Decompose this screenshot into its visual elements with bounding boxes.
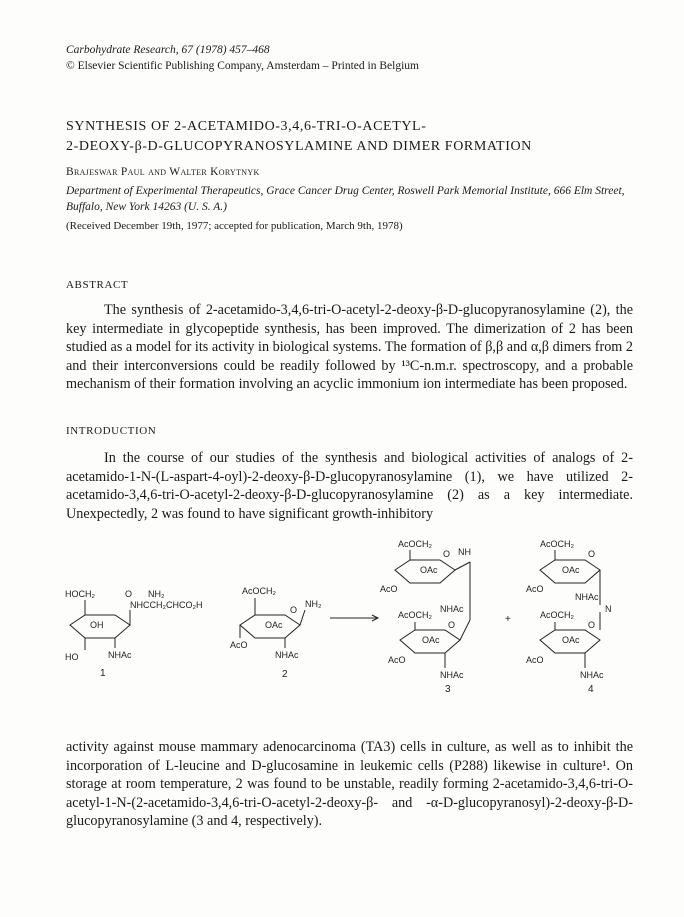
c3-oac-top: OAc <box>420 565 438 575</box>
c1-o-top: O <box>125 589 133 599</box>
compound-2-structure <box>230 586 322 680</box>
plus-sign: + <box>505 614 511 625</box>
c3-nhac-bottom: NHAc <box>440 670 464 680</box>
c2-nhac: NHAc <box>275 650 299 660</box>
c4-nhac-bottom: NHAc <box>580 670 604 680</box>
compound-2-label: 2 <box>282 669 288 680</box>
c2-acoch2: AcOCH₂ <box>242 586 276 596</box>
c2-o: O <box>290 605 298 615</box>
introduction-text: In the course of our studies of the synthesis and biological activities of analogs of 2-acetamido-1-N-(L-aspart-4-oyl)-2-deoxy-β-D-glucopyranosylamine (1), we have utilized 2-acetamido-3,4,6-tri-O-acetyl-2-deoxy-β-D-glucopyranosylamine (2) as a key intermediate. Unexpectedly, 2 was found to have significant growth-inhibitory <box>66 450 633 522</box>
c1-oh: OH <box>90 620 104 630</box>
received-dates: (Received December 19th, 1977; accepted for publication, March 9th, 1978) <box>66 220 403 232</box>
abstract-text: The synthesis of 2-acetamido-3,4,6-tri-O-acetyl-2-deoxy-β-D-glucopyranosylamine (2), the key intermediate in glycopeptide synthesis, has been improved. The dimerization of 2 has been studied as a model for its activity in biological systems. The formation of β,β and α,β dimers from 2 and their interconversions could be readily followed by ¹³C-n.m.r. spectroscopy, and a probable mechanism of their formation involving an acyclic immonium ion intermediate has been proposed. <box>66 302 633 392</box>
abstract-heading: ABSTRACT <box>66 279 129 291</box>
reaction-scheme <box>60 530 640 730</box>
c3-aco-top: AcO <box>380 584 398 594</box>
c4-n: N <box>605 604 612 614</box>
reaction-arrow <box>330 615 378 621</box>
introduction-continuation: activity against mouse mammary adenocarcinoma (TA3) cells in culture, as well as to inhibit the incorporation of L-leucine and D-glucosamine in leukemic cells (P288) likewise in culture¹. On storage at room temperature, 2 was found to be unstable, readily forming 2-acetamido-3,4,6-tri-O-acetyl-1-N-(2-acetamido-3,4,6-tri-O-acetyl-2-deoxy-β- and -α-D-glucopyranosyl)-2-deoxy-β-D-glucopyranosylamine (3 and 4, respectively). <box>66 739 633 829</box>
compound-1-structure <box>65 589 202 679</box>
article-title <box>66 117 626 157</box>
c3-nh: NH <box>458 547 471 557</box>
c2-nh2: NH₂ <box>305 599 322 609</box>
c3-aco-bottom: AcO <box>388 655 406 665</box>
c4-nhac-top: NHAc <box>575 592 599 602</box>
publisher-line: © Elsevier Scientific Publishing Company, Amsterdam – Printed in Belgium <box>66 60 419 72</box>
c3-acoch2-bottom: AcOCH₂ <box>398 610 432 620</box>
c4-oac-top: OAc <box>562 565 580 575</box>
title-line-1: SYNTHESIS OF 2-ACETAMIDO-3,4,6-TRI-O-ACETYL- <box>66 119 427 134</box>
author-list: Brajeswar Paul and Walter Korytnyk <box>66 166 260 178</box>
c1-nh2: NH₂ <box>148 589 165 599</box>
introduction-heading: INTRODUCTION <box>66 425 157 437</box>
c1-nhac: NHAc <box>108 650 132 660</box>
c1-ho: HO <box>65 652 79 662</box>
compound-1-label: 1 <box>100 668 106 679</box>
title-line-2: 2-DEOXY-β-D-GLUCOPYRANOSYLAMINE AND DIMER FORMATION <box>66 139 532 154</box>
c1-hoch2: HOCH₂ <box>65 589 95 599</box>
compound-4-label: 4 <box>588 684 594 695</box>
c1-chain: NHCCH₂CHCO₂H <box>130 600 203 610</box>
c3-acoch2-top: AcOCH₂ <box>398 539 432 549</box>
compound-4-structure <box>526 539 612 695</box>
c3-o-bottom: O <box>448 620 456 630</box>
c4-o-bottom: O <box>588 620 596 630</box>
c4-aco-top: AcO <box>526 584 544 594</box>
compound-3-label: 3 <box>445 684 451 695</box>
c3-o-top: O <box>443 549 451 559</box>
c2-aco: AcO <box>230 640 248 650</box>
c4-o-top: O <box>588 549 596 559</box>
c4-aco-bottom: AcO <box>526 655 544 665</box>
compound-3-structure <box>380 539 471 695</box>
journal-citation: Carbohydrate Research, 67 (1978) 457–468 <box>66 44 270 56</box>
c4-oac-bottom: OAc <box>562 635 580 645</box>
c3-nhac-top: NHAc <box>440 604 464 614</box>
c4-acoch2-bottom: AcOCH₂ <box>540 610 574 620</box>
c2-oac: OAc <box>265 620 283 630</box>
c4-acoch2-top: AcOCH₂ <box>540 539 574 549</box>
c3-oac-bottom: OAc <box>422 635 440 645</box>
author-affiliation: Department of Experimental Therapeutics, Grace Cancer Drug Center, Roswell Park Memorial Institute, 666 Elm Street, Buffalo, New York 14263 (U. S. A.) <box>66 185 625 213</box>
